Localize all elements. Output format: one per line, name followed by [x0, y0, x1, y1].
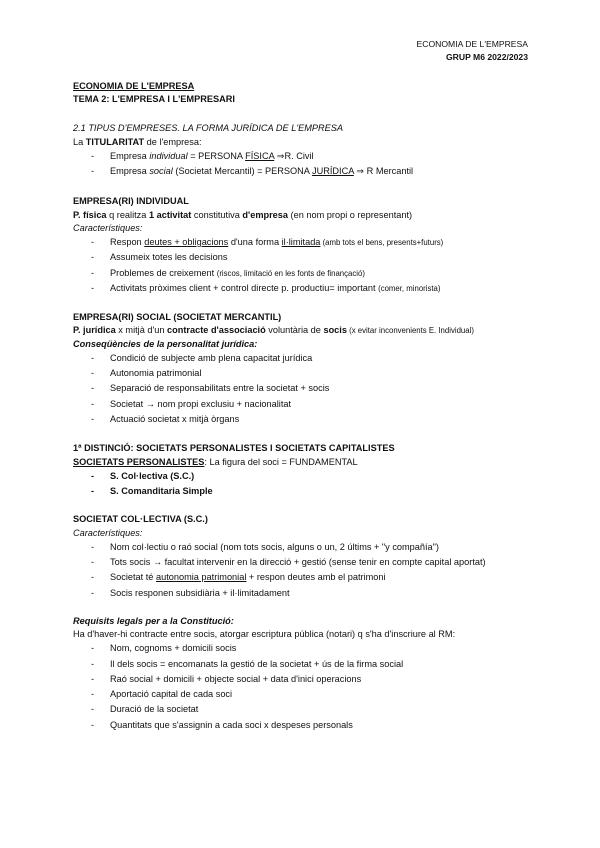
- list-item: - Socis responen subsidiària + il·limitadament: [73, 586, 533, 601]
- group-year: GRUP M6 2022/2023: [445, 52, 528, 62]
- list-item: - Respon deutes + obligacions d'una forma il·limitada (amb tots el bens, presents+futurs): [73, 235, 533, 250]
- requirements-list: [73, 641, 533, 733]
- sc-heading: SOCIETAT COL·LECTIVA (S.C.): [73, 514, 208, 525]
- list-item: - Empresa individual = PERSONA FÍSICA ⇒R. Civil: [73, 149, 533, 164]
- topic-title: TEMA 2: L'EMPRESA I L'EMPRESARI: [73, 94, 235, 105]
- consequences-list: [73, 351, 533, 427]
- list-item: - Raó social + domicili + objecte social + data d'inici operacions: [73, 672, 533, 687]
- course-name: ECONOMIA DE L'EMPRESA: [416, 39, 528, 49]
- social-heading: EMPRESA(RI) SOCIAL (SOCIETAT MERCANTIL): [73, 312, 282, 323]
- list-item: - S. Col·lectiva (S.C.): [73, 469, 533, 484]
- list-item: - Nom col·lectiu o raó social (nom tots socis, alguns o un, 2 últims + "y compañía"): [73, 540, 533, 555]
- list-item: - S. Comanditaria Simple: [73, 484, 533, 499]
- individual-definition: P. física q realitza 1 activitat constitutiva d'empresa (en nom propi o representant): [73, 209, 413, 220]
- document-header: [417, 38, 528, 64]
- distinction-heading: 1ª DISTINCIÓ: SOCIETATS PERSONALISTES I SOCIETATS CAPITALISTES: [73, 443, 395, 454]
- personalist-list: [73, 469, 533, 500]
- requirements-heading: Requisits legals per a la Constitució:: [73, 615, 234, 626]
- legal-personality-label: Conseqüències de la personalitat jurídica:: [73, 338, 258, 349]
- requirements-intro: Ha d'haver-hi contracte entre socis, atorgar escriptura pública (notari) q s'ha d'inscriure al RM:: [73, 629, 456, 640]
- section-2-1-heading: 2.1 TIPUS D'EMPRESES. LA FORMA JURÍDICA DE L'EMPRESA: [73, 123, 344, 134]
- list-item: - Autonomia patrimonial: [73, 366, 533, 381]
- individual-heading: EMPRESA(RI) INDIVIDUAL: [73, 196, 189, 207]
- list-item: - Duració de la societat: [73, 702, 533, 717]
- list-item: - Aportació capital de cada soci: [73, 687, 533, 702]
- list-item: - Actuació societat x mitjà òrgans: [73, 412, 533, 427]
- list-item: - Societat → nom propi exclusiu + nacionalitat: [73, 397, 533, 412]
- individual-list: [73, 235, 533, 296]
- list-item: - Empresa social (Societat Mercantil) = PERSONA JURÍDICA ⇒ R Mercantil: [73, 164, 533, 179]
- list-item: - Problemes de creixement (riscos, limitació en les fonts de finançació): [73, 266, 533, 281]
- list-item: - Quantitats que s'assignin a cada soci x despeses personals: [73, 718, 533, 733]
- document-body: [73, 80, 533, 733]
- list-item: - Nom, cognoms + domicili socis: [73, 641, 533, 656]
- list-item: - Societat té autonomia patrimonial + respon deutes amb el patrimoni: [73, 570, 533, 585]
- list-item: - Tots socis → facultat intervenir en la direcció + gestió (sense tenir en compte capital aportat): [73, 555, 533, 570]
- sc-list: [73, 540, 533, 601]
- ownership-list: [73, 149, 533, 180]
- list-item: - Assumeix totes les decisions: [73, 250, 533, 265]
- list-item: - Activitats pròximes client + control directe p. productiu= important (comer, minorista): [73, 281, 533, 296]
- sc-characteristics-label: Característiques:: [73, 527, 143, 538]
- document-title: ECONOMIA DE L'EMPRESA: [73, 81, 195, 91]
- ownership-intro: La TITULARITAT de l'empresa:: [73, 136, 202, 147]
- personalist-definition: SOCIETATS PERSONALISTES: La figura del soci = FUNDAMENTAL: [73, 456, 358, 467]
- individual-characteristics-label: Característiques:: [73, 222, 143, 233]
- social-definition: P. jurídica x mitjà d'un contracte d'associació voluntària de socis (x evitar inconvenients E. Individual): [73, 325, 474, 336]
- list-item: - Separació de responsabilitats entre la societat + socis: [73, 381, 533, 396]
- list-item: - Condició de subjecte amb plena capacitat jurídica: [73, 351, 533, 366]
- list-item: - Il dels socis = encomanats la gestió de la societat + ús de la firma social: [73, 657, 533, 672]
